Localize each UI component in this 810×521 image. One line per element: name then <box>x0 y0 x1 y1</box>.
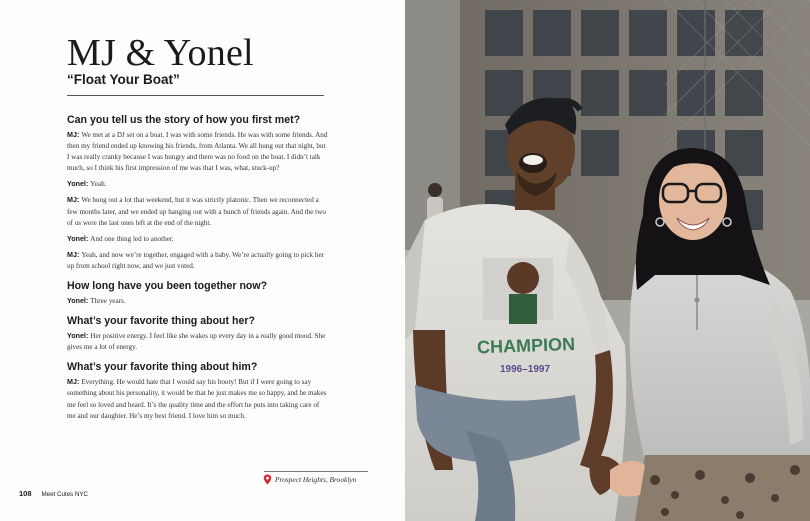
shirt-text: CHAMPION <box>476 333 576 358</box>
speaker-name: Yonel: <box>67 332 89 341</box>
answer <box>67 195 329 228</box>
answer-text: We hung out a lot that weekend, but it was strictly platonic. Then we reconnected a few months later, and we ended up hanging out with a bunch of friends again. And the two of us were the last ones left at the end of the night. <box>67 196 326 227</box>
answer-text: Yeah. <box>90 180 107 189</box>
answer <box>67 179 329 190</box>
question: What’s your favorite thing about him? <box>67 361 258 374</box>
question: Can you tell us the story of how you first met? <box>67 114 301 126</box>
speaker-name: Yonel: <box>67 297 89 306</box>
location-text: Prospect Heights, Brooklyn <box>275 475 357 484</box>
answer <box>67 250 329 272</box>
answer <box>67 377 329 421</box>
location-divider <box>264 471 368 472</box>
question: How long have you been together now? <box>67 280 268 293</box>
answer-text: Yeah, and now we’re together, engaged with a baby. We’re actually going to pick her up from school right now, and we just voted. <box>67 250 325 270</box>
answer-text: Her positive energy. I feel like she wakes up every day in a really good mood. She gives me a lot of energy. <box>67 332 326 352</box>
page-footer <box>19 489 88 498</box>
speaker-name: MJ: <box>67 378 80 387</box>
shirt-years: 1996–1997 <box>500 364 551 375</box>
page-subtitle: “Float Your Boat” <box>67 72 180 87</box>
answer-text: We met at a DJ set on a boat. I was with some friends. He was with some friends. And then my friend ended up knowing his friends, from Atlanta. We all hung out that night, but I was really cranky because I was hungry and there was no food on the boat. I didn’t talk much, so I think his first impression of me was that I was, what, stuck-up? <box>67 131 328 173</box>
answer-text: Everything. He would hate that I would say his booty! But if I were going to say something about his personality, it would be that he just makes me so happy, and he makes me feel so loved and heard. It’s the quality time and the effort he puts into taking care of me and our daughter. He’s my best friend. I love him so much. <box>67 378 327 420</box>
page-number: 108 <box>19 489 32 498</box>
answer <box>67 331 329 353</box>
page-title: MJ & Yonel <box>67 32 254 74</box>
answer-text: And one thing led to another. <box>90 234 174 243</box>
speaker-name: Yonel: <box>67 180 89 189</box>
speaker-name: MJ: <box>67 196 80 205</box>
answer-text: Three years. <box>90 297 126 306</box>
answer <box>67 296 329 307</box>
title-divider <box>67 95 324 96</box>
location-pin-icon <box>263 474 272 485</box>
running-title: Meet Cutes NYC <box>41 491 88 498</box>
location-caption <box>263 474 356 485</box>
speaker-name: MJ: <box>67 250 80 259</box>
speaker-name: Yonel: <box>67 234 89 243</box>
couple-photo <box>405 0 810 521</box>
question: What’s your favorite thing about her? <box>67 315 255 328</box>
answer <box>67 130 329 174</box>
interview-body <box>67 114 329 427</box>
answer <box>67 234 329 245</box>
speaker-name: MJ: <box>67 131 80 139</box>
